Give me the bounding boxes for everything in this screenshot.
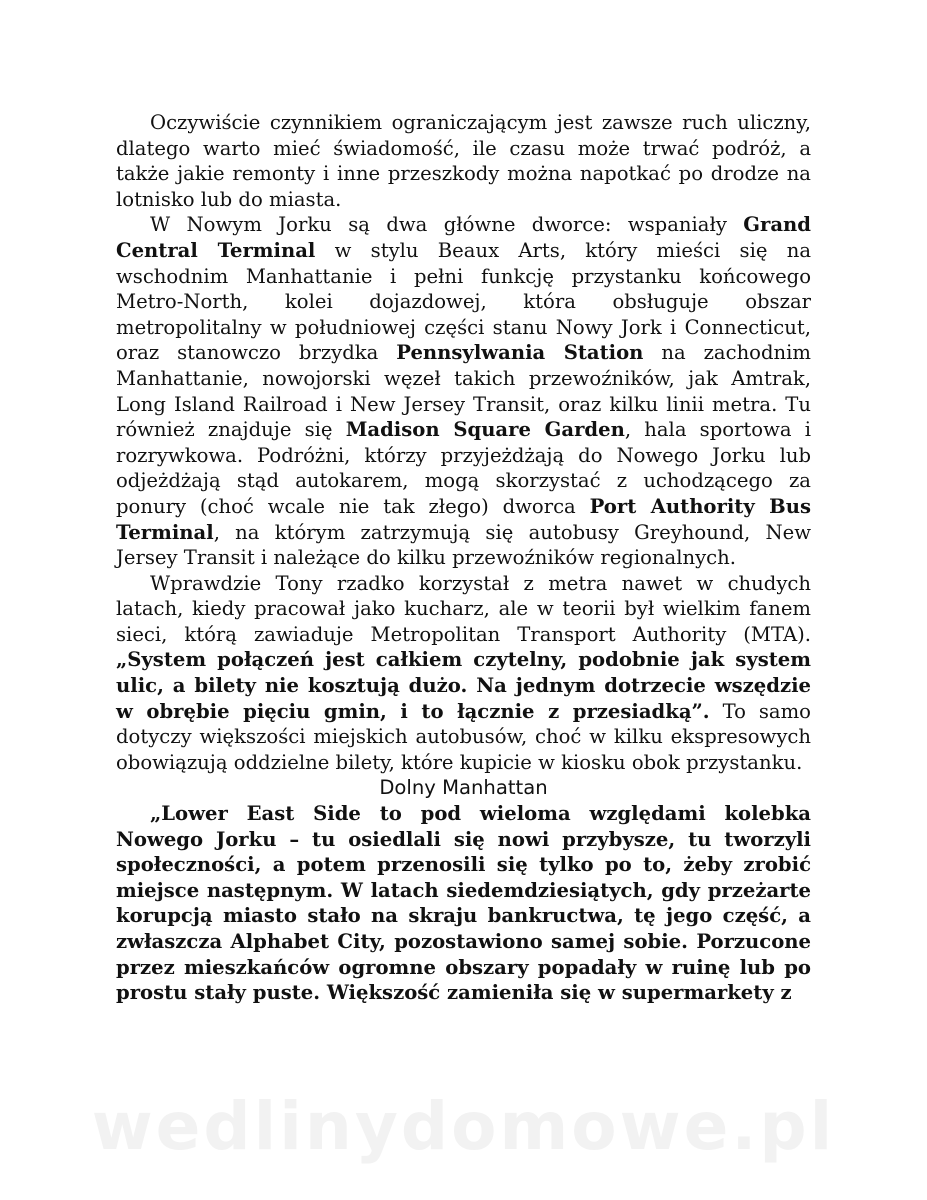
watermark: wedlinydomowe.pl [91,1088,836,1165]
bold-term-madison-square-garden: Madison Square Garden [345,418,625,442]
paragraph-lower-east-side [116,801,811,1006]
text-run: , hala sportowa i rozrywkowa. Podróżni, którzy przyjeżdżają do Nowego Jorku lub odjeżdżają stąd autokarem, mogą skorzystać z uchodzącego za ponury (choć wcale nie tak złego) dworca [116,418,811,518]
bold-term-penn-station: Pennsylwania Station [396,341,644,365]
bold-term-port-authority: Port Authority Bus Terminal [116,494,811,544]
text-run: na zachodnim Manhattanie, nowojorski węzeł takich przewoźników, jak Amtrak, Long Island Railroad i New Jersey Transit, oraz kilku linii metra. Tu również znajduje się [116,341,811,442]
paragraph-subway [116,571,811,776]
section-heading: Dolny Manhattan [379,776,548,800]
text-run: To samo dotyczy większości miejskich autobusów, choć w kilku ekspresowych obowiązują oddzielne bilety, które kupicie w kiosku obok przystanku. [116,699,811,774]
paragraph-stations [116,212,811,570]
text-run: w stylu Beaux Arts, który mieści się na wschodnim Manhattanie i pełni funkcję przystanku końcowego Metro-North, kolei dojazdowej, która obsługuje obszar metropolitalny w południowej części stanu Nowy Jork i Connecticut, oraz stanowczo brzydka [116,238,812,365]
bold-quote: „System połączeń jest całkiem czytelny, podobnie jak system ulic, a bilety nie kosztują dużo. Na jednym dotrzecie wszędzie w obrębie pięciu gmin, i to łącznie z przesiadką”. [116,648,811,723]
bold-term-grand-central: Grand Central Terminal [116,213,811,262]
text-run: W Nowym Jorku są dwa główne dworce: wspaniały [150,213,744,237]
paragraph-text: Oczywiście czynnikiem ograniczającym jest zawsze ruch uliczny, dlatego warto mieć świadomość, ile czasu może trwać podróż, a także jakie remonty i inne przeszkody można napotkać po drodze na lotnisko lub do miasta. [116,111,811,211]
bold-quote: „Lower East Side to pod wieloma względami kolebka Nowego Jorku – tu osiedlali się nowi przybysze, tu tworzyli społeczności, a potem przenosili się tylko po to, żeby zrobić miejsce następnym. W latach siedemdziesiątych, gdy przeżarte korupcją miasto stało na skraju bankructwa, tę jego część, a zwłaszcza Alphabet City, pozostawiono samej sobie. Porzucone przez mieszkańców ogromne obszary popadały w ruinę lub po prostu stały puste. Większość zamieniła się w supermarkety z [116,802,811,1005]
text-run: Wprawdzie Tony rzadko korzystał z metra nawet w chudych latach, kiedy pracował jako kucharz, ale w teorii był wielkim fanem sieci, którą zawiaduje Metropolitan Transport Authority (MTA). [116,571,811,646]
paragraph-traffic [116,110,811,212]
text-run: , na którym zatrzymują się autobusy Greyhound, New Jersey Transit i należące do kilku przewoźników regionalnych. [116,520,811,570]
page-body [116,110,811,1006]
